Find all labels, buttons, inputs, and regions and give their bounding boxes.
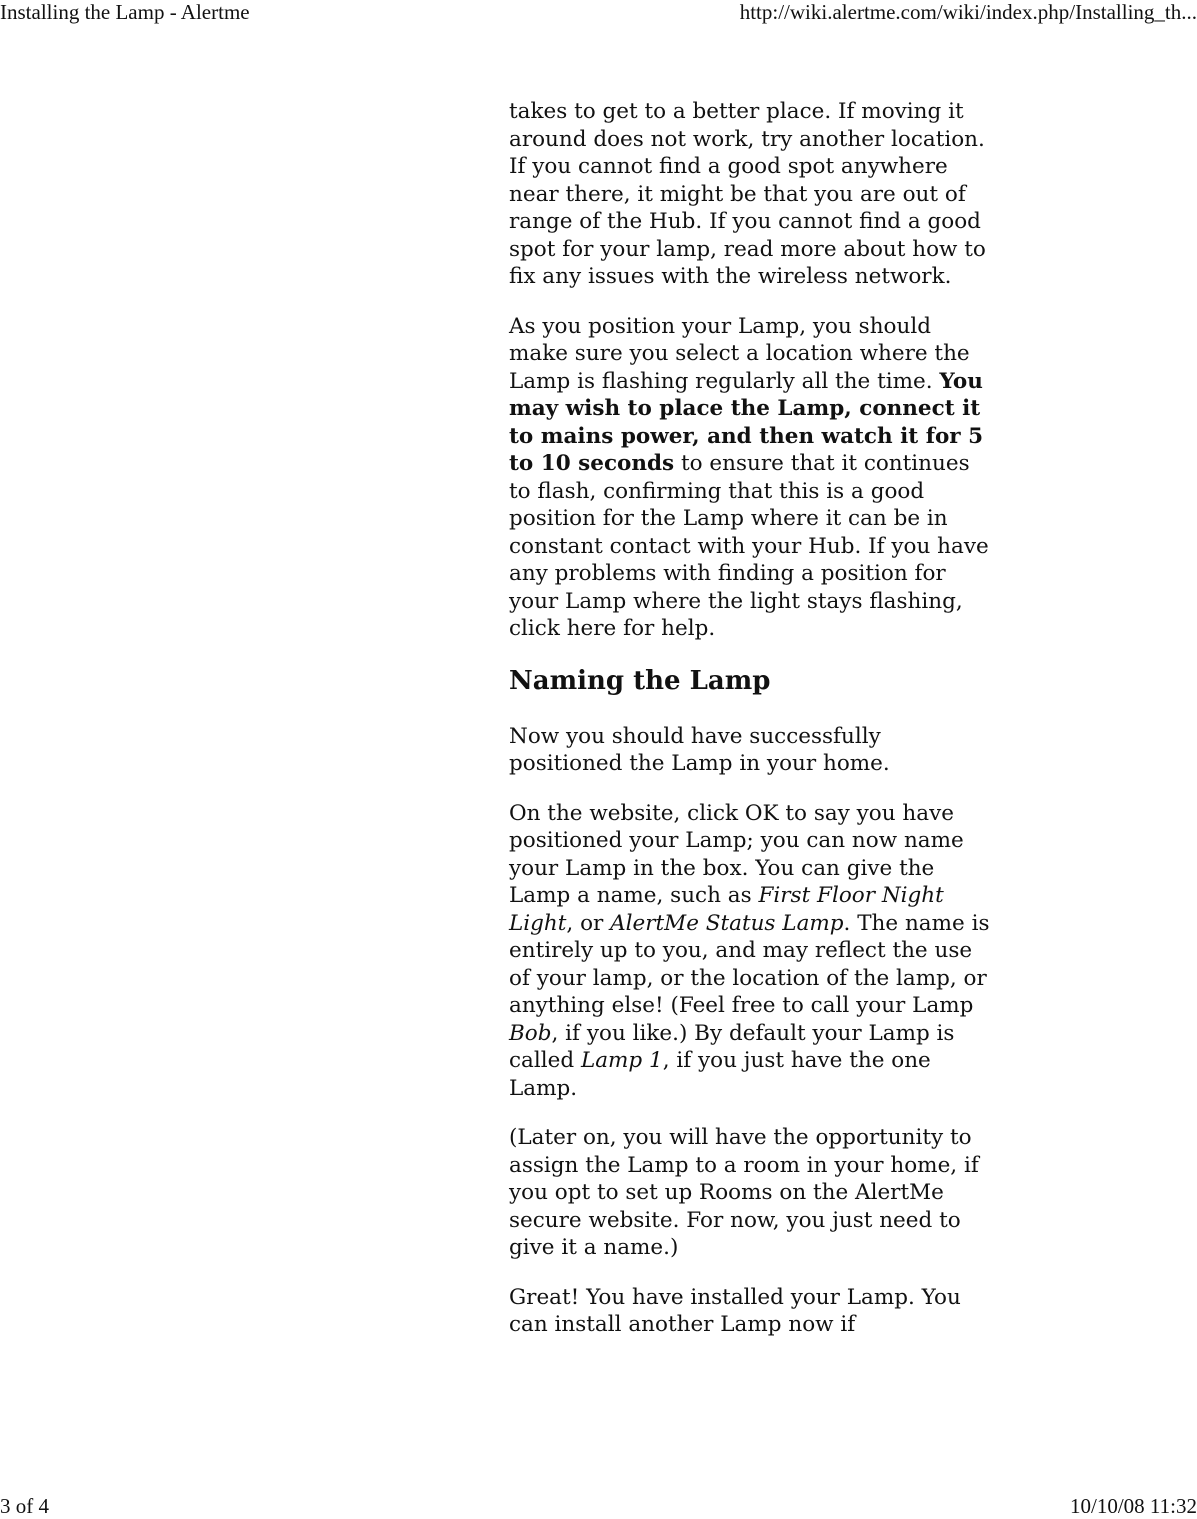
naming-text-3: . The name is entirely up to you, and may reflect the use of your lamp, or the location of the lamp, or anything else! (Feel free to call your Lamp [509,910,990,1018]
print-datetime: 10/10/08 11:32 [1070,1494,1197,1518]
example-name-first-floor: First Floor Night Light [509,883,944,936]
naming-text-2: , or [566,910,611,936]
paragraph-naming [509,800,993,1103]
page-title: Installing the Lamp - Alertme [0,0,250,24]
naming-text-4: , if you like.) By default your Lamp is called [509,1020,955,1073]
article-body [509,98,993,1361]
naming-text-5: , if you just have the one Lamp. [509,1048,931,1101]
paragraph-completion: Great! You have installed your Lamp. You can install another Lamp now if [509,1284,961,1337]
paragraph-rooms: (Later on, you will have the opportunity to assign the Lamp to a room in your home, if you opt to set up Rooms on the AlertMe secure website. For now, you just need to give it a name.) [509,1125,979,1260]
positioning-text-3: for help. [616,616,716,641]
paragraph-success: Now you should have successfully positioned the Lamp in your home. [509,723,890,776]
print-header [0,0,1197,24]
section-heading-naming: Naming the Lamp [509,665,771,696]
naming-text-1: On the website, click OK to say you have positioned your Lamp; you can now name your Lamp in the box. You can give the Lamp a name, such as [509,800,964,908]
paragraph-range-advice: takes to get to a better place. If moving it around does not work, try another location. If you cannot find a good spot anywhere near there, it might be that you are out of range of the Hub. If you cannot find a good spot for your lamp, read more about how to fix any issues with the wireless network. [509,99,986,289]
positioning-bold-instruction: You may wish to place the Lamp, connect it to mains power, and then watch it for 5 to 10 seconds [509,368,984,476]
print-footer [0,1494,1197,1518]
example-name-bob: Bob [509,1020,552,1046]
example-name-status-lamp: AlertMe Status Lamp [610,910,844,936]
paragraph-positioning [509,313,993,643]
page-count: 3 of 4 [0,1494,49,1518]
positioning-text-2: to ensure that it continues to flash, confirming that this is a good position for the Lamp where it can be in constant contact with your Hub. If you have any problems with finding a position for your Lamp where the light stays flashing, click [509,451,989,641]
page-url: http://wiki.alertme.com/wiki/index.php/Installing_th... [739,0,1197,24]
default-name-lamp-1: Lamp 1 [580,1048,663,1073]
help-link[interactable]: here [566,616,617,641]
positioning-text-1: As you position your Lamp, you should make sure you select a location where the Lamp is flashing regularly all the time. [509,313,970,394]
